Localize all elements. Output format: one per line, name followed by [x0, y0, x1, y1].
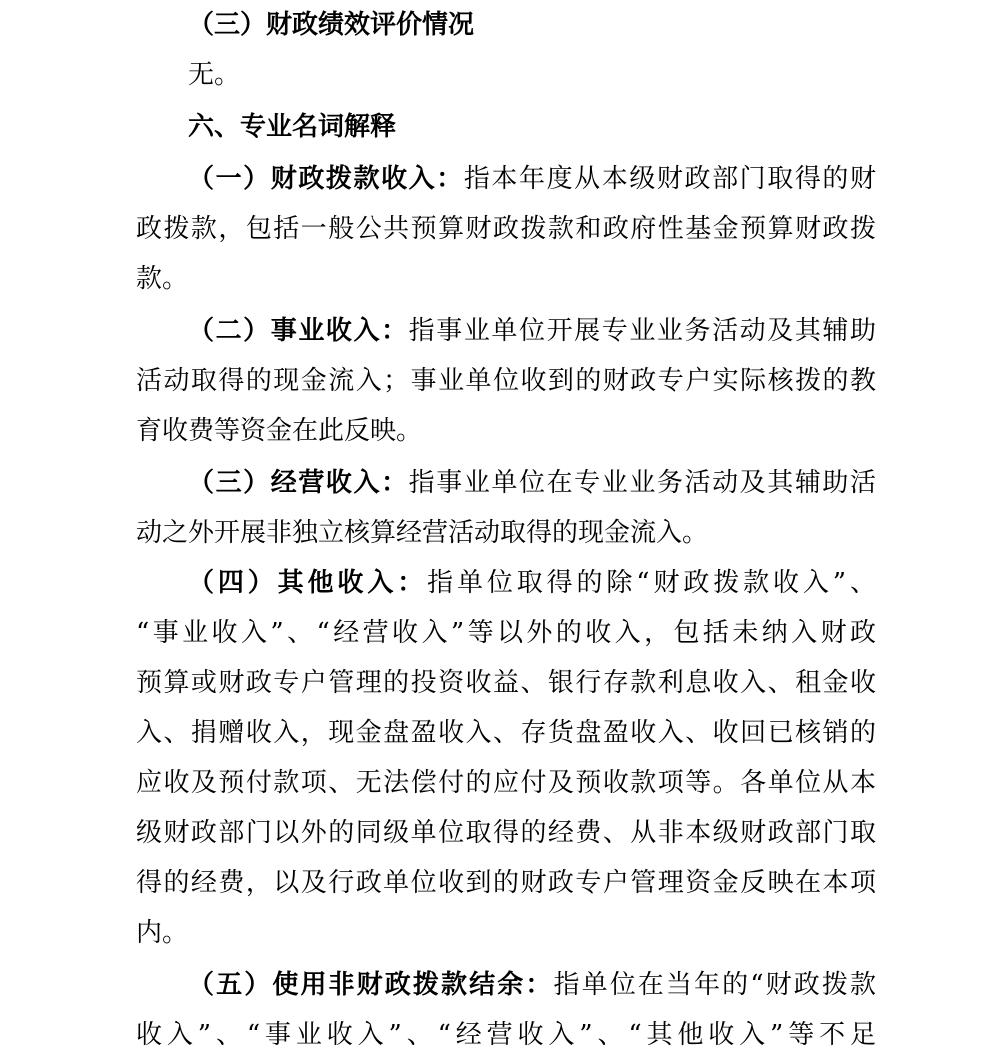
- term-1-text-line-2: 政拨款，包括一般公共预算财政拨款和政府性基金预算财政拨: [136, 214, 876, 244]
- term-2-text-line-1: 指事业单位开展专业业务活动及其辅助: [408, 316, 876, 346]
- term-1-text-line-1: 指本年度从本级财政部门取得的财: [463, 164, 876, 194]
- term-2-text-line-3: 育收费等资金在此反映。: [136, 416, 423, 446]
- term-2-label: （二）事业收入：: [188, 316, 409, 346]
- term-3-label: （三）经营收入：: [188, 468, 409, 498]
- term-4-text-line-7: 得的经费，以及行政单位收到的财政专户管理资金反映在本项: [136, 868, 876, 898]
- term-2-first-line: [188, 314, 876, 348]
- term-4-text-line-6: 级财政部门以外的同级单位取得的经费、从非本级财政部门取: [136, 818, 876, 848]
- term-4-text-line-4: 入、捐赠收入，现金盘盈收入、存货盘盈收入、收回已核销的: [136, 718, 876, 748]
- term-5-label: （五）使用非财政拨款结余：: [188, 970, 554, 1000]
- term-4-first-line: [188, 566, 876, 600]
- term-1-text-line-3: 款。: [136, 264, 189, 294]
- term-3-text-line-1: 指事业单位在专业业务活动及其辅助活: [408, 468, 876, 498]
- term-4-text-line-5: 应收及预付款项、无法偿付的应付及预收款项等。各单位从本: [136, 768, 876, 798]
- term-5-text-line-1: 指单位在当年的“财政拨款: [553, 970, 876, 1000]
- section-3-body: 无。: [188, 60, 241, 90]
- term-4-text-line-3: 预算或财政专户管理的投资收益、银行存款利息收入、租金收: [136, 668, 876, 698]
- term-4-text-line-2: “事业收入”、“经营收入”等以外的收入，包括未纳入财政: [136, 618, 876, 648]
- term-4-text-line-1: 指单位取得的除“财政拨款收入”、: [427, 568, 876, 598]
- term-1-label: （一）财政拨款收入：: [188, 164, 464, 194]
- term-2-text-line-2: 活动取得的现金流入；事业单位收到的财政专户实际核拨的教: [136, 366, 876, 396]
- section-3-heading: （三）财政绩效评价情况: [188, 10, 475, 40]
- term-4-text-line-8: 内。: [136, 918, 189, 948]
- term-3-first-line: [188, 466, 876, 500]
- term-4-label: （四）其他收入：: [188, 568, 428, 598]
- term-5-text-line-2: 收入”、“事业收入”、“经营收入”、“其他收入”等不足: [136, 1020, 876, 1050]
- section-6-heading: 六、专业名词解释: [188, 112, 397, 142]
- term-3-text-line-2: 动之外开展非独立核算经营活动取得的现金流入。: [136, 518, 709, 548]
- term-5-first-line: [188, 968, 876, 1002]
- term-1-first-line: [188, 162, 876, 196]
